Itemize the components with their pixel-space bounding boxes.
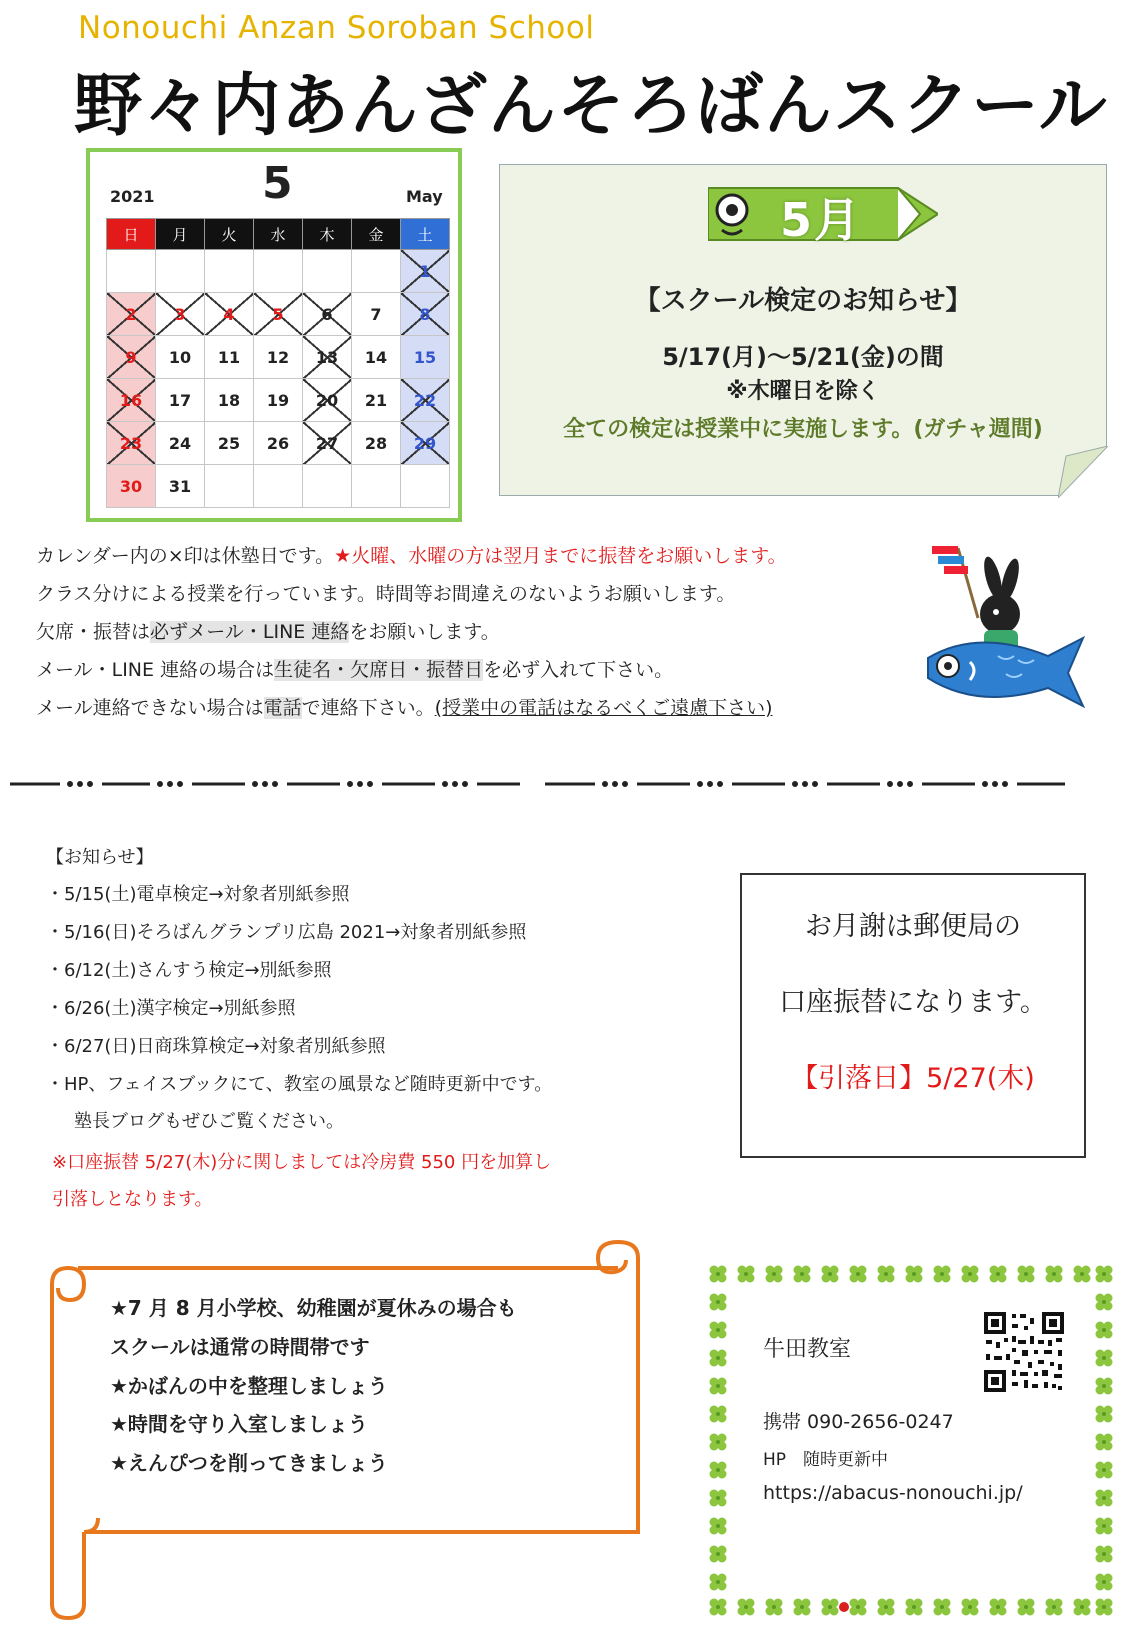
calendar-month: 5: [262, 158, 293, 209]
day-cell-closed: 2: [107, 293, 156, 336]
day-cell: [254, 465, 303, 508]
day-cell: 15: [401, 336, 450, 379]
day-cell: 14: [352, 336, 401, 379]
scroll-line: スクールは通常の時間帯です: [110, 1335, 370, 1359]
day-cell: 28: [352, 422, 401, 465]
dotted-separator: [10, 778, 1080, 790]
calendar-month-english: May: [406, 187, 443, 206]
announcement-item: ・5/16(日)そろばんグランプリ広島 2021→対象者別紙参照: [46, 922, 527, 943]
day-cell: [303, 465, 352, 508]
note-line-4: [36, 655, 673, 682]
note-l5d: (授業中の電話はなるべくご遠慮下さい): [434, 697, 773, 719]
weekday-sun: 日: [107, 219, 156, 250]
day-cell-closed: 22: [401, 379, 450, 422]
day-cell: 31: [156, 465, 205, 508]
day-cell-closed: 4: [205, 293, 254, 336]
day-cell: 11: [205, 336, 254, 379]
homepage-url[interactable]: https://abacus-nonouchi.jp/: [763, 1482, 1023, 1504]
day-cell: 7: [352, 293, 401, 336]
notice-exception: ※木曜日を除く: [726, 379, 880, 404]
announcement-item: ・HP、フェイスブックにて、教室の風景など随時更新中です。: [46, 1074, 553, 1095]
day-cell: [156, 250, 205, 293]
note-transfer-warning: ★火曜、水曜の方は翌月までに振替をお願いします。: [334, 545, 787, 567]
notice-dates: 5/17(月)～5/21(金)の間: [662, 343, 944, 371]
announcement-item: ・6/12(土)さんすう検定→別紙参照: [46, 960, 332, 981]
announcement-item: ・6/26(土)漢字検定→別紙参照: [46, 998, 296, 1019]
day-cell: [303, 250, 352, 293]
note-l5b: 電話: [263, 697, 302, 719]
classroom-name: 牛田教室: [763, 1337, 852, 1362]
notice-all-exams: 全ての検定は授業中に実施します。(ガチャ週間): [563, 417, 1043, 442]
day-cell: 26: [254, 422, 303, 465]
day-cell: 17: [156, 379, 205, 422]
notice-banner-label: 5月: [780, 193, 863, 247]
day-cell: [254, 250, 303, 293]
note-l3b: 必ずメール・LINE 連絡: [150, 621, 350, 643]
day-cell-closed: 5: [254, 293, 303, 336]
day-cell-closed: 23: [107, 422, 156, 465]
day-cell: [352, 250, 401, 293]
qr-code-icon: [982, 1310, 1066, 1394]
note-l5c: で連絡下さい。: [301, 697, 435, 719]
day-cell: 10: [156, 336, 205, 379]
day-cell: 30: [107, 465, 156, 508]
announcement-item-blog: 塾長ブログもぜひご覧ください。: [74, 1111, 344, 1132]
day-cell: [401, 465, 450, 508]
scroll-line: ★えんぴつを削ってきましょう: [110, 1451, 388, 1475]
page-curl-decoration: [1058, 446, 1108, 498]
day-cell-closed: 27: [303, 422, 352, 465]
note-l4c: を必ず入れて下さい。: [483, 659, 674, 681]
day-cell-closed: 6: [303, 293, 352, 336]
day-cell: 12: [254, 336, 303, 379]
day-cell-closed: 9: [107, 336, 156, 379]
day-cell: [205, 465, 254, 508]
day-cell: [107, 250, 156, 293]
scroll-line: ★時間を守り入室しましょう: [110, 1412, 368, 1436]
calendar-grid: [106, 218, 450, 508]
tuition-line-1: お月謝は郵便局の: [805, 911, 1021, 942]
day-cell: 21: [352, 379, 401, 422]
weekday-tue: 火: [205, 219, 254, 250]
note-line-2: クラス分けによる授業を行っています。時間等お間違えのないようお願いします。: [36, 583, 736, 605]
homepage-note: HP 随時更新中: [763, 1450, 889, 1470]
announcements-heading: 【お知らせ】: [46, 847, 154, 868]
debit-date: 【引落日】5/27(木): [791, 1063, 1035, 1094]
note-l4b: 生徒名・欠席日・振替日: [274, 659, 484, 681]
scroll-line: ★かばんの中を整理しましょう: [110, 1374, 388, 1398]
weekday-mon: 月: [156, 219, 205, 250]
note-l5a: メール連絡できない場合は: [36, 697, 264, 719]
rabbit-carp-illustration: [918, 538, 1086, 720]
day-cell: 25: [205, 422, 254, 465]
day-cell-closed: 29: [401, 422, 450, 465]
day-cell-closed: 3: [156, 293, 205, 336]
announcement-item: ・6/27(日)日商珠算検定→対象者別紙参照: [46, 1036, 386, 1057]
note-l3a: 欠席・振替は: [36, 621, 151, 643]
notice-title: 【スクール検定のお知らせ】: [634, 286, 972, 316]
day-cell-closed: 13: [303, 336, 352, 379]
calendar-year: 2021: [110, 187, 155, 206]
note-l4a: メール・LINE 連絡の場合は: [36, 659, 275, 681]
day-cell: 18: [205, 379, 254, 422]
weekday-wed: 水: [254, 219, 303, 250]
day-cell-closed: 20: [303, 379, 352, 422]
cooling-fee-warning-2: 引落しとなります。: [52, 1189, 213, 1210]
cooling-fee-warning-1: ※口座振替 5/27(木)分に関しましては冷房費 550 円を加算し: [52, 1152, 552, 1173]
day-cell-closed: 1: [401, 250, 450, 293]
tuition-line-2: 口座振替になります。: [779, 987, 1047, 1018]
note-closed-days: カレンダー内の×印は休塾日です。: [36, 545, 335, 567]
school-name-english: Nonouchi Anzan Soroban School: [78, 10, 595, 46]
note-line-5: [36, 693, 772, 720]
day-cell-closed: 16: [107, 379, 156, 422]
note-line-1: [36, 541, 787, 568]
note-line-3: [36, 617, 500, 644]
day-cell: [205, 250, 254, 293]
weekday-thu: 木: [303, 219, 352, 250]
day-cell-closed: 8: [401, 293, 450, 336]
scroll-line: ★7 月 8 月小学校、幼稚園が夏休みの場合も: [110, 1296, 517, 1320]
announcement-item: ・5/15(土)電卓検定→対象者別紙参照: [46, 884, 350, 905]
note-l3c: をお願いします。: [349, 621, 500, 643]
school-name-title: 野々内あんざんそろばんスクール: [74, 67, 1108, 146]
weekday-sat: 土: [401, 219, 450, 250]
day-cell: 24: [156, 422, 205, 465]
weekday-fri: 金: [352, 219, 401, 250]
phone-number: 携帯 090-2656-0247: [763, 1411, 954, 1433]
day-cell: [352, 465, 401, 508]
day-cell: 19: [254, 379, 303, 422]
